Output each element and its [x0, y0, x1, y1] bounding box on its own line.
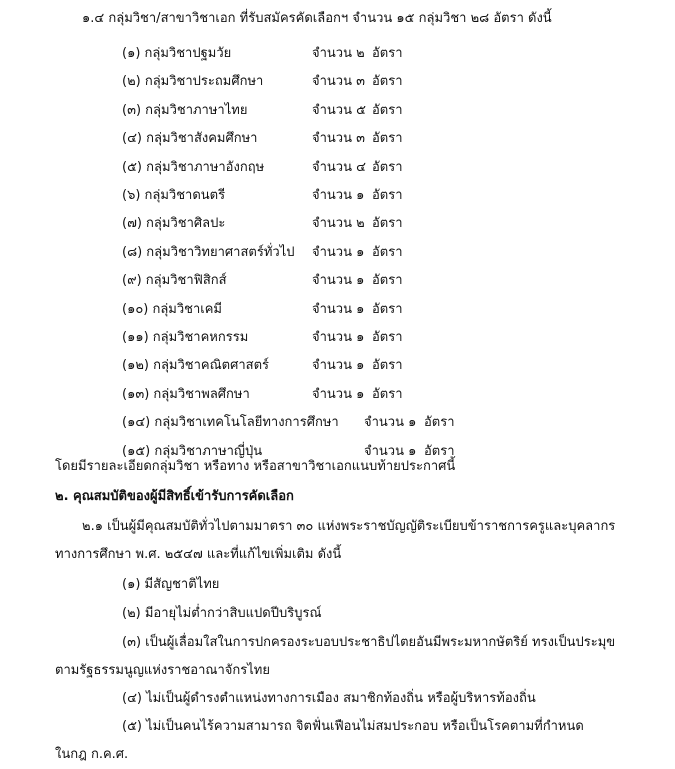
rate-row: [122, 130, 482, 148]
rate-count: จำนวน ๔: [312, 159, 366, 175]
rate-row: [122, 215, 482, 233]
rate-row: [122, 102, 482, 120]
rate-row: [122, 244, 482, 262]
rate-unit: อัตรา: [372, 386, 403, 402]
rate-count: จำนวน ๑: [312, 358, 365, 374]
rate-subject-name: (๗) กลุ่มวิชาศิลปะ: [122, 216, 226, 232]
para-2-1-line-1: ๒.๑ เป็นผู้มีคุณสมบัติทั่วไปตามมาตรา ๓๐ แห่งพระราชบัญญัติระเบียบข้าราชการครูและบุคลากร: [82, 519, 616, 534]
rate-unit: อัตรา: [372, 159, 403, 175]
rate-subject-name: (๕) กลุ่มวิชาภาษาอังกฤษ: [122, 159, 265, 175]
para-2-1-line-2: ทางการศึกษา พ.ศ. ๒๕๔๗ และที่แก้ไขเพิ่มเติม ดังนี้: [55, 547, 342, 562]
rate-unit: อัตรา: [372, 102, 403, 118]
rate-unit: อัตรา: [372, 131, 403, 147]
qualification-item: (๕) ไม่เป็นคนไร้ความสามารถ จิตฟั่นเฟือนไม่สมประกอบ หรือเป็นโรคตามที่กำหนด: [122, 719, 584, 734]
rate-unit: อัตรา: [372, 301, 403, 317]
section-1-4-note: โดยมีรายละเอียดกลุ่มวิชา หรือทาง หรือสาขาวิชาเอกแนบท้ายประกาศนี้: [55, 459, 456, 474]
rate-subject-name: (๑๒) กลุ่มวิชาคณิตศาสตร์: [122, 358, 270, 374]
qualification-item: (๑) มีสัญชาติไทย: [122, 577, 220, 592]
rate-row: [122, 159, 482, 177]
rate-subject-name: (๘) กลุ่มวิชาวิทยาศาสตร์ทั่วไป: [122, 244, 295, 260]
rate-row: [122, 329, 482, 347]
rate-unit: อัตรา: [372, 188, 403, 203]
rate-subject-name: (๔) กลุ่มวิชาสังคมศึกษา: [122, 131, 258, 147]
rate-unit: อัตรา: [424, 415, 455, 431]
rate-subject-name: (๑๑) กลุ่มวิชาคหกรรม: [122, 330, 249, 345]
qualification-item: (๔) ไม่เป็นผู้ดำรงตำแหน่งทางการเมือง สมาชิกท้องถิ่น หรือผู้บริหารท้องถิ่น: [122, 691, 536, 706]
qualification-item-continuation: ในกฎ ก.ค.ศ.: [55, 747, 129, 762]
rate-unit: อัตรา: [372, 74, 403, 90]
rate-count: จำนวน ๓: [312, 131, 366, 147]
rate-count: จำนวน ๑: [364, 415, 417, 431]
rate-row: [122, 386, 482, 404]
rate-unit: อัตรา: [372, 244, 403, 260]
rate-row: [122, 301, 482, 319]
rate-subject-name: (๓) กลุ่มวิชาภาษาไทย: [122, 102, 248, 118]
rate-count: จำนวน ๑: [312, 188, 365, 203]
qualification-item: (๓) เป็นผู้เลื่อมใสในการปกครองระบอบประชาธิปไตยอันมีพระมหากษัตริย์ ทรงเป็นประมุข: [122, 635, 616, 650]
rate-subject-name: (๑๐) กลุ่มวิชาเคมี: [122, 301, 223, 317]
rate-unit: อัตรา: [372, 273, 403, 289]
rate-unit: อัตรา: [424, 443, 455, 459]
qualification-item: (๒) มีอายุไม่ต่ำกว่าสิบแปดปีบริบูรณ์: [122, 606, 322, 621]
rate-count: จำนวน ๑: [312, 330, 365, 345]
rate-count: จำนวน ๑: [312, 273, 365, 289]
rate-subject-name: (๑๔) กลุ่มวิชาเทคโนโลยีทางการศึกษา: [122, 415, 339, 431]
rate-subject-name: (๙) กลุ่มวิชาฟิสิกส์: [122, 273, 227, 289]
rate-row: [122, 357, 482, 375]
rate-unit: อัตรา: [372, 46, 403, 61]
rate-subject-name: (๑๕) กลุ่มวิชาภาษาญี่ปุ่น: [122, 443, 263, 459]
rate-subject-name: (๒) กลุ่มวิชาประถมศึกษา: [122, 74, 264, 90]
rate-unit: อัตรา: [372, 358, 403, 374]
rate-count: จำนวน ๒: [312, 46, 365, 61]
rate-count: จำนวน ๓: [312, 74, 366, 90]
rate-subject-name: (๑) กลุ่มวิชาปฐมวัย: [122, 46, 232, 61]
rate-count: จำนวน ๑: [312, 301, 365, 317]
rate-unit: อัตรา: [372, 216, 403, 232]
rate-row: [122, 414, 482, 432]
rate-subject-name: (๑๓) กลุ่มวิชาพลศึกษา: [122, 386, 250, 402]
rate-row: [122, 272, 482, 290]
rate-count: จำนวน ๑: [364, 443, 417, 459]
rate-subject-name: (๖) กลุ่มวิชาดนตรี: [122, 188, 226, 203]
qualification-item-continuation: ตามรัฐธรรมนูญแห่งราชอาณาจักรไทย: [55, 663, 270, 678]
section-1-4-heading: ๑.๔ กลุ่มวิชา/สาขาวิชาเอก ที่รับสมัครคัดเลือกฯ จำนวน ๑๕ กลุ่มวิชา ๒๘ อัตรา ดังนี้: [82, 11, 552, 26]
rate-count: จำนวน ๑: [312, 386, 365, 402]
section-2-heading: ๒. คุณสมบัติของผู้มีสิทธิ์เข้ารับการคัดเลือก: [55, 489, 294, 504]
rate-unit: อัตรา: [372, 330, 403, 345]
rate-row: [122, 187, 482, 205]
rate-count: จำนวน ๑: [312, 244, 365, 260]
rate-count: จำนวน ๕: [312, 102, 366, 118]
rate-row: [122, 73, 482, 91]
rate-count: จำนวน ๒: [312, 216, 365, 232]
rate-row: [122, 45, 482, 63]
